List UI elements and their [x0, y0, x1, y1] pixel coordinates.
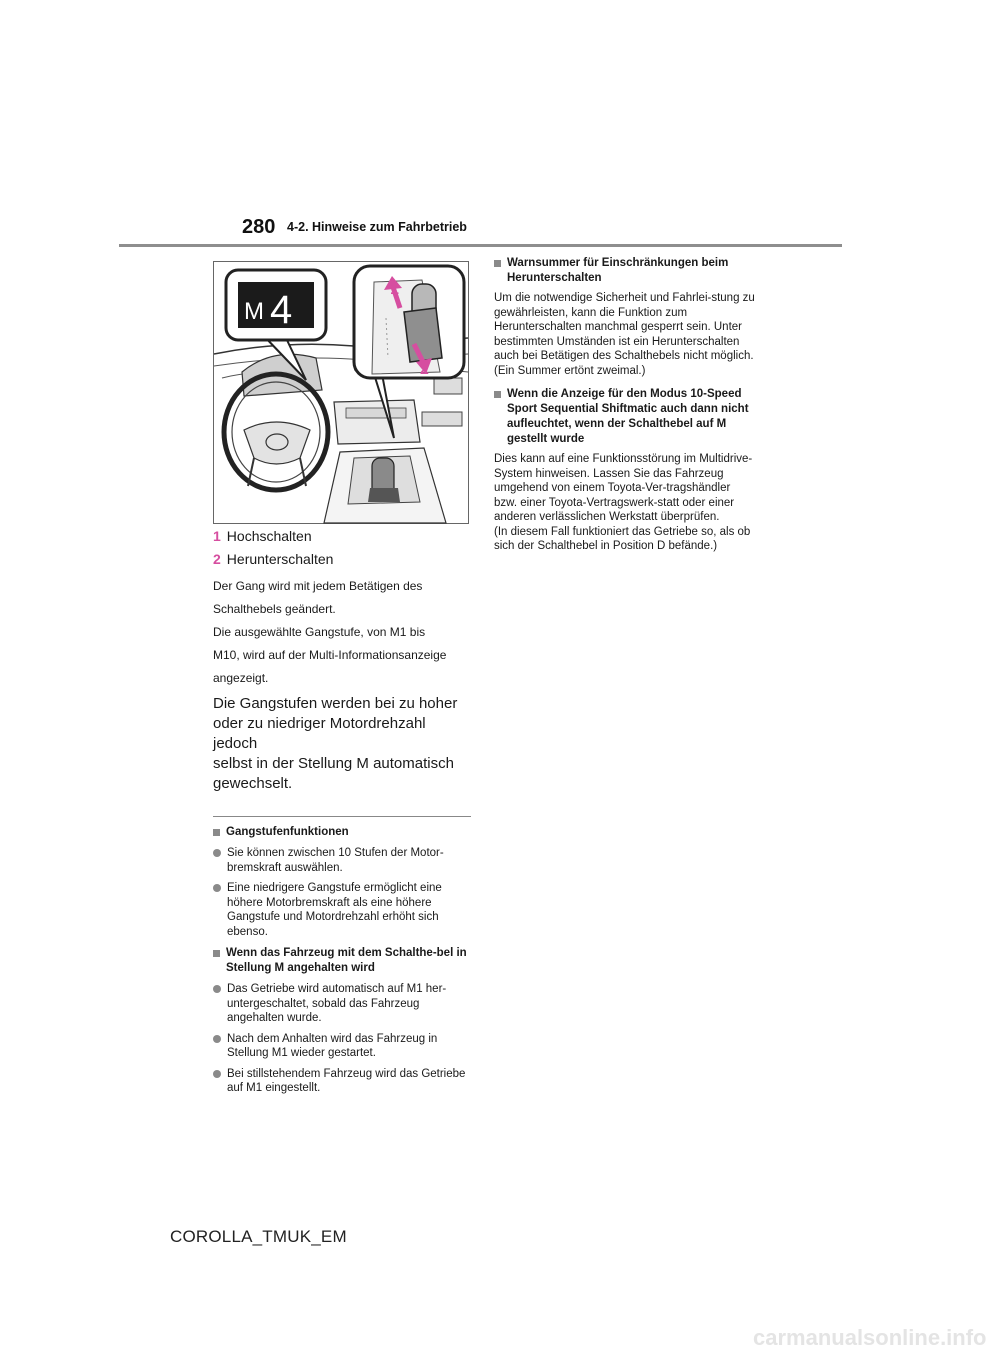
- buzzer-paragraph: Um die notwendige Sicherheit und Fahrlei-stung zu gewährleisten, kann die Funktion zum Herunterschalten manchmal gesperrt sein. Unter bestimmten Umständen ist ein Herunterschalten auch bei Betätigen des Schalthebels nicht möglich. (Ein Summer ertönt zweimal.): [494, 292, 755, 377]
- text-line: gewechselt.: [213, 775, 293, 792]
- square-bullet-icon: [213, 950, 220, 957]
- heading-downshift-buzzer: [494, 256, 756, 286]
- circle-bullet-icon: [213, 849, 221, 857]
- bullet-text: Das Getriebe wird automatisch auf M1 her-untergeschaltet, sobald das Fahrzeug angehalten wurde.: [227, 983, 447, 1024]
- section-title: 4-2. Hinweise zum Fahrbetrieb: [287, 220, 467, 234]
- bullet-item: [213, 1032, 471, 1061]
- item-number: 2: [213, 551, 221, 567]
- callout-upshift-number: 1: [390, 281, 399, 298]
- right-column: [494, 256, 756, 558]
- shift-lever-illustration: [213, 261, 469, 524]
- section-divider: [213, 816, 471, 817]
- item-label: Hochschalten: [226, 528, 312, 544]
- text-line: Die ausgewählte Gangstufe, von M1 bis: [213, 625, 426, 639]
- heading-text: Wenn die Anzeige für den Modus 10-Speed Sport Sequential Shiftmatic auch dann nicht aufleuchtet, wenn der Schalthebel auf M gestellt wurde: [507, 388, 749, 445]
- gear-change-paragraph: [213, 577, 471, 619]
- item-number: 1: [213, 528, 221, 544]
- page-number: 280: [242, 216, 276, 238]
- watermark: carmanualsonline.info: [753, 1325, 987, 1350]
- circle-bullet-icon: [213, 1070, 221, 1078]
- text-line: M10, wird auf der Multi-Informationsanzeige: [213, 648, 447, 662]
- bullet-text: Nach dem Anhalten wird das Fahrzeug in Stellung M1 wieder gestartet.: [227, 1032, 438, 1059]
- square-bullet-icon: [213, 829, 220, 836]
- callout-downshift-number: 2: [420, 361, 429, 378]
- heading-text: Wenn das Fahrzeug mit dem Schalthe-bel in Stellung M angehalten wird: [226, 947, 467, 974]
- text-line: Schalthebels geändert.: [213, 602, 336, 616]
- heading-stopped-in-m: [213, 946, 471, 976]
- bullet-item: [213, 881, 471, 939]
- malfunction-paragraph: Dies kann auf eine Funktionsstörung im Multidrive-System hinweisen. Lassen Sie das Fahrzeug umgehend von einem Toyota-Ver-tragshändler bzw. einer Toyota-Vertragswerk-statt oder einer anderen verlässlichen Werkstatt überprüfen. (In diesem Fall funktioniert das Getriebe so, als ob sich der Schalthebel in Position D befände.): [494, 453, 753, 552]
- bullet-item: [213, 1067, 471, 1096]
- bullet-text: Sie können zwischen 10 Stufen der Motor-bremskraft auswählen.: [227, 847, 444, 874]
- text-line: selbst in der Stellung M automatisch: [213, 755, 454, 772]
- bullet-item: [213, 846, 471, 875]
- document-code: COROLLA_TMUK_EM: [170, 1227, 347, 1246]
- heading-indicator-not-lit: [494, 387, 756, 447]
- bullet-item: [213, 982, 471, 1026]
- display-gear-number: 4: [270, 288, 293, 332]
- display-paragraph: [213, 623, 471, 688]
- text-line: oder zu niedriger Motordrehzahl jedoch: [213, 715, 426, 752]
- item-label: Herunterschalten: [226, 551, 334, 567]
- text-line: Die Gangstufen werden bei zu hoher: [213, 695, 458, 712]
- heading-text: Gangstufenfunktionen: [226, 826, 349, 838]
- left-column: [213, 528, 471, 1102]
- bullet-text: Eine niedrigere Gangstufe ermöglicht eine höhere Motorbremskraft als eine höhere Gangstufe und Motordrehzahl erhöht sich ebenso.: [227, 882, 442, 938]
- header-divider: [119, 244, 842, 247]
- display-mode-letter: M: [244, 298, 264, 325]
- square-bullet-icon: [494, 391, 501, 398]
- bullet-text: Bei stillstehendem Fahrzeug wird das Getriebe auf M1 eingestellt.: [227, 1067, 466, 1094]
- list-item-downshift: [213, 551, 471, 567]
- square-bullet-icon: [494, 260, 501, 267]
- auto-change-note: [213, 694, 471, 794]
- text-line: angezeigt.: [213, 671, 269, 685]
- text-line: Der Gang wird mit jedem Betätigen des: [213, 579, 423, 593]
- circle-bullet-icon: [213, 985, 221, 993]
- heading-gear-functions: [213, 825, 471, 840]
- circle-bullet-icon: [213, 884, 221, 892]
- heading-text: Warnsummer für Einschränkungen beim Herunterschalten: [507, 257, 729, 284]
- list-item-upshift: [213, 528, 471, 544]
- circle-bullet-icon: [213, 1035, 221, 1043]
